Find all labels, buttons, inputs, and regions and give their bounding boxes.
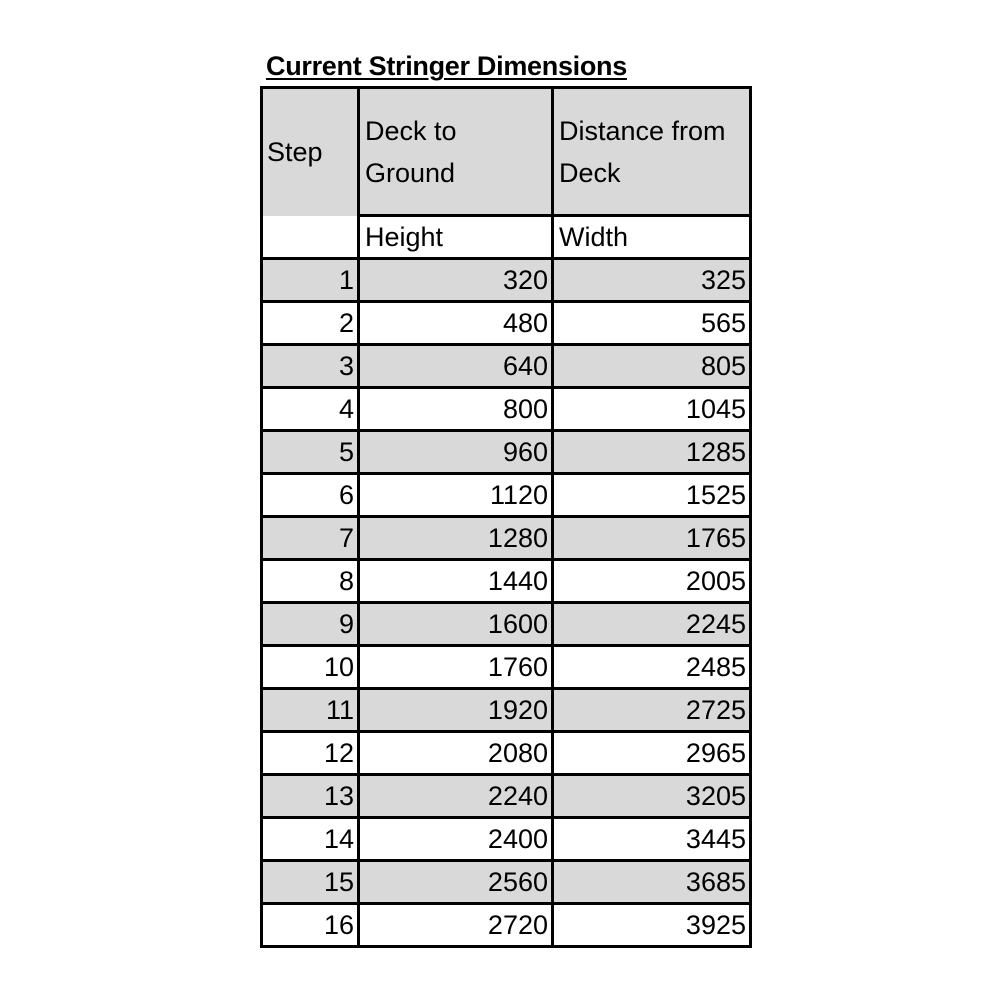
table-row [262,603,751,646]
cell-step: 5 [262,431,359,474]
cell-height: 1760 [359,646,553,689]
cell-step: 3 [262,345,359,388]
table-row [262,904,751,947]
cell-height: 320 [359,259,553,302]
table-title: Current Stringer Dimensions [266,51,627,81]
cell-step: 1 [262,259,359,302]
cell-width: 2965 [553,732,751,775]
table-row [262,388,751,431]
table-row [262,345,751,388]
table-row [262,431,751,474]
cell-height: 800 [359,388,553,431]
table-row [262,560,751,603]
cell-step: 14 [262,818,359,861]
table-row [262,259,751,302]
table-row [262,302,751,345]
cell-height: 2400 [359,818,553,861]
cell-height: 2080 [359,732,553,775]
subheader-row [262,216,751,259]
cell-step: 12 [262,732,359,775]
header-row [262,88,751,216]
table-row [262,646,751,689]
cell-width: 2245 [553,603,751,646]
table-row [262,861,751,904]
header-step: Step [262,88,359,216]
cell-step: 4 [262,388,359,431]
cell-width: 2005 [553,560,751,603]
subheader-step-blank [262,216,359,259]
cell-width: 565 [553,302,751,345]
cell-width: 3445 [553,818,751,861]
cell-height: 2560 [359,861,553,904]
cell-height: 1120 [359,474,553,517]
cell-width: 1045 [553,388,751,431]
cell-height: 2720 [359,904,553,947]
cell-width: 1525 [553,474,751,517]
cell-width: 3925 [553,904,751,947]
table-row [262,474,751,517]
cell-height: 1600 [359,603,553,646]
cell-step: 7 [262,517,359,560]
header-distance-from-deck: Distance from Deck [553,88,751,216]
cell-height: 2240 [359,775,553,818]
cell-width: 325 [553,259,751,302]
cell-height: 960 [359,431,553,474]
table-row [262,732,751,775]
cell-height: 1920 [359,689,553,732]
table-row [262,818,751,861]
cell-step: 13 [262,775,359,818]
cell-height: 480 [359,302,553,345]
cell-step: 8 [262,560,359,603]
table-row [262,775,751,818]
header-deck-to-ground: Deck to Ground [359,88,553,216]
cell-step: 15 [262,861,359,904]
cell-height: 1440 [359,560,553,603]
cell-step: 11 [262,689,359,732]
cell-step: 16 [262,904,359,947]
stringer-dimensions-table [260,86,752,948]
cell-width: 3205 [553,775,751,818]
cell-step: 6 [262,474,359,517]
cell-step: 2 [262,302,359,345]
cell-width: 1765 [553,517,751,560]
table-row [262,517,751,560]
subheader-width: Width [553,216,751,259]
cell-width: 3685 [553,861,751,904]
cell-width: 2725 [553,689,751,732]
cell-step: 9 [262,603,359,646]
cell-width: 805 [553,345,751,388]
cell-height: 1280 [359,517,553,560]
subheader-height: Height [359,216,553,259]
cell-height: 640 [359,345,553,388]
cell-step: 10 [262,646,359,689]
cell-width: 2485 [553,646,751,689]
cell-width: 1285 [553,431,751,474]
table-row [262,689,751,732]
